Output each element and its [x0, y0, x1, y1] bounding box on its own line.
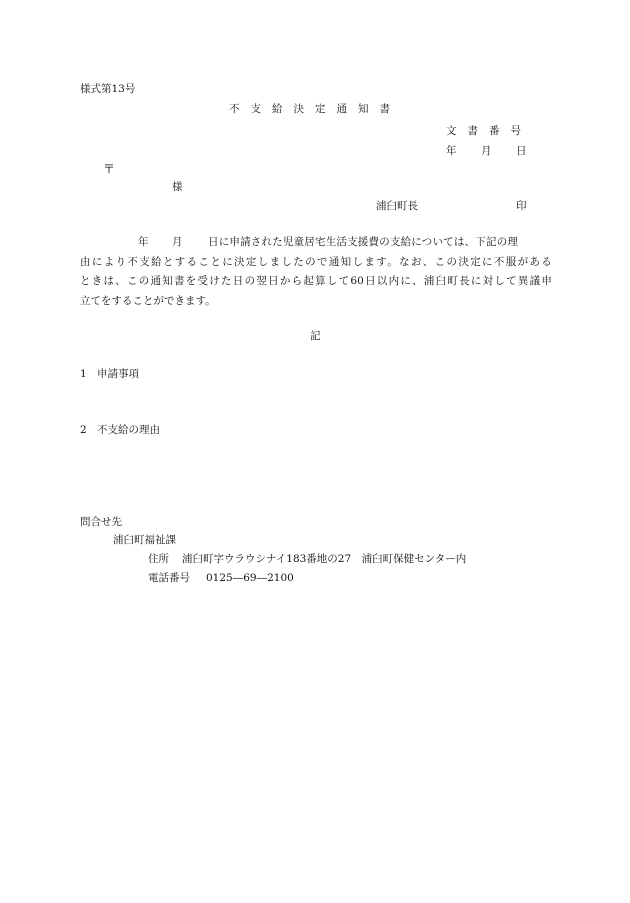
item-1-label: 申請事項: [97, 368, 139, 380]
contact-phone: 0125―69―2100: [206, 572, 294, 584]
contact-heading: 問合せ先: [80, 516, 122, 528]
body-line-4: 立てをすることができます。: [80, 294, 216, 307]
contact-address: 浦臼町字ウラウシナイ183番地の27 浦臼町保健センター内: [182, 553, 467, 565]
body-line-3: ときは、この通知書を受けた日の翌日から起算して60日以内に、浦臼町長に対して異議申: [80, 275, 552, 287]
item-2-label: 不支給の理由: [97, 424, 160, 436]
addressee-suffix: 様: [172, 181, 183, 193]
body-paragraph: [80, 233, 552, 311]
issuer-seal: 印: [516, 200, 527, 212]
document-number-label: 文書番号: [446, 125, 532, 137]
item-1-number: 1: [80, 368, 87, 380]
form-number: 様式第13号: [80, 83, 136, 95]
contact-address-label: 住所: [148, 553, 169, 565]
date-day: 日: [516, 145, 527, 157]
document-title: 不支給決定通知書: [229, 103, 401, 115]
item-2-number: 2: [80, 424, 87, 436]
contact-phone-label: 電話番号: [148, 572, 190, 584]
ki-mark: 記: [310, 330, 321, 342]
body-line-1-text: 日に申請された児童居宅生活支援費の支給については、下記の理: [208, 236, 519, 248]
issuer-name: 浦臼町長: [376, 200, 418, 212]
body-year: 年: [138, 236, 149, 248]
date-year: 年: [446, 145, 457, 157]
body-month: 月: [172, 236, 183, 248]
contact-department: 浦臼町福祉課: [113, 534, 176, 546]
postal-mark: 〒: [103, 162, 116, 176]
body-line-1: [80, 233, 552, 253]
date-month: 月: [481, 145, 492, 157]
body-line-2: 由により不支給とすることに決定しましたので通知します。なお、この決定に不服がある: [80, 255, 552, 268]
